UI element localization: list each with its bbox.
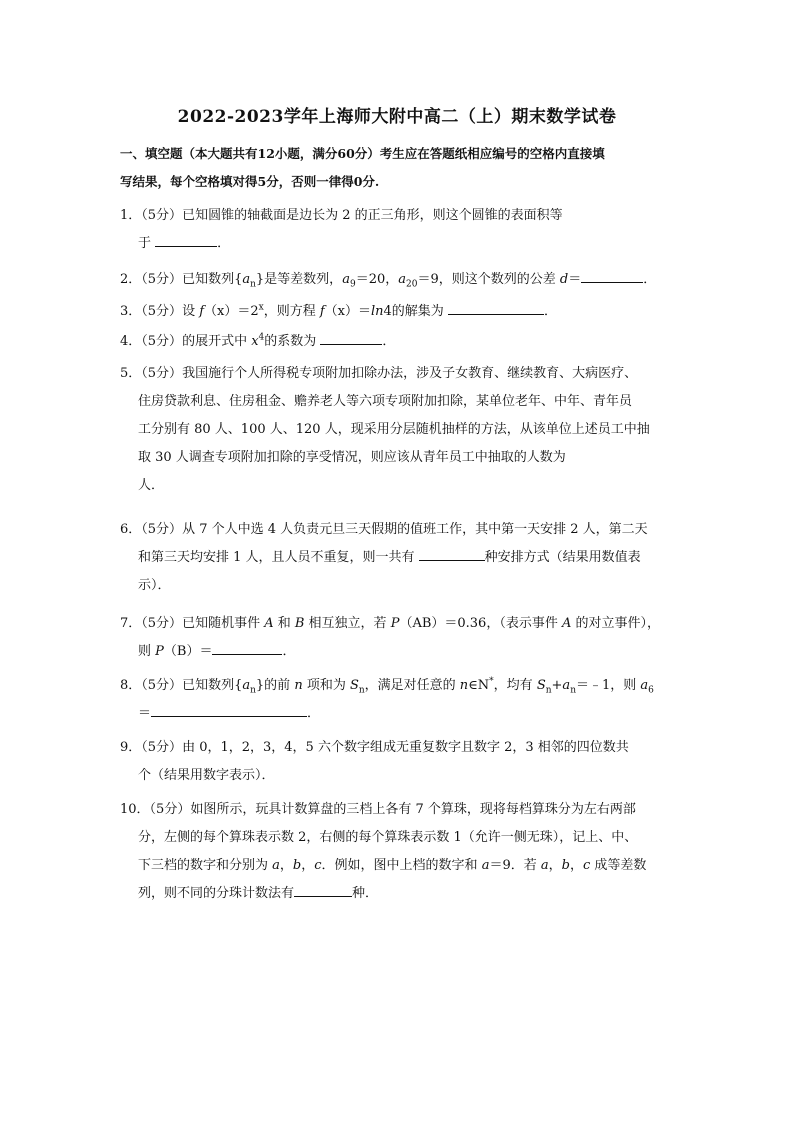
answer-blank[interactable] — [448, 300, 544, 315]
question-10: 10．（5分）如图所示，玩具计数算盘的三档上各有 7 个算珠，现将每档算珠分为左右两部 分，左侧的每个算珠表示数 2，右侧的每个算珠表示数 1（允许一侧无珠），记上、中、 下三档的数字和分别为 a，b，c．例如，图中上档的数字和 a＝9．若 a，b，c 成等差数 列，则不同的分珠计数法有 种． — [120, 802, 647, 901]
answer-blank[interactable] — [151, 702, 307, 717]
answer-blank[interactable] — [212, 640, 282, 655]
question-1: 1．（5分）已知圆锥的轴截面是边长为 2 的正三角形，则这个圆锥的表面积等 于 ． — [120, 208, 563, 251]
answer-blank[interactable] — [294, 882, 352, 897]
question-5: 5．（5分）我国施行个人所得税专项附加扣除办法，涉及子女教育、继续教育、大病医疗、 住房贷款利息、住房租金、赡养老人等六项专项附加扣除，某单位老年、中年、青年员 工分别有 80 人、100 人、120 人，现采用分层随机抽样的方法，从该单位上述员工中抽 取 30 人调查专项附加扣除的享受情况，则应该从青年员工中抽取的人数为 人． — [120, 366, 650, 493]
question-4: 4．（5分）的展开式中 $x^4$的系数为 ． — [120, 328, 690, 356]
question-9: 9．（5分）由 0，1，2，3，4，5 六个数字组成无重复数字且数字 2，3 相邻的四位数共 个（结果用数字表示）． — [120, 740, 629, 783]
question-7: 7．（5分）已知随机事件 A 和 B 相互独立，若 P（AB）＝0.36，（表示事件 A 的对立事件）， 则 P（B）＝ ． — [120, 616, 660, 659]
page-title: 2022-2023学年上海师大附中高二（上）期末数学试卷 — [177, 107, 617, 127]
section-header-line-2: 写结果，每个空格填对得5分，否则一律得0分. — [120, 174, 380, 189]
section-header-line-1: 一、填空题（本大题共有12小题，满分60分）考生应在答题纸相应编号的空格内直接填 — [120, 146, 605, 161]
section-header — [120, 140, 680, 196]
answer-blank[interactable] — [419, 546, 485, 561]
answer-blank[interactable] — [320, 330, 382, 345]
question-8: 8．（5分）已知数列$\{a_n\}$的前 n 项和为 $S_n$，满足对任意的 n∈N*，均有 $S_n+a_n=﹣1$，则 $a_6$ ＝ ． — [120, 676, 654, 721]
question-6: 6．（5分）从 7 个人中选 4 人负责元旦三天假期的值班工作，其中第一天安排 2 人，第二天 和第三天均安排 1 人，且人员不重复，则一共有 种安排方式（结果用数值表 示）． — [120, 522, 648, 593]
question-3: 3．（5分）设 $f(x)=2^x$，则方程 f（x）＝ln4的解集为 ． — [120, 298, 690, 326]
answer-blank[interactable] — [581, 268, 643, 283]
question-2: 2．（5分）已知数列$\{a_n\}$是等差数列，$a_9=20$，$a_{20}=9$，则这个数列的公差 d＝ ． — [120, 266, 690, 294]
answer-blank[interactable] — [155, 232, 217, 247]
